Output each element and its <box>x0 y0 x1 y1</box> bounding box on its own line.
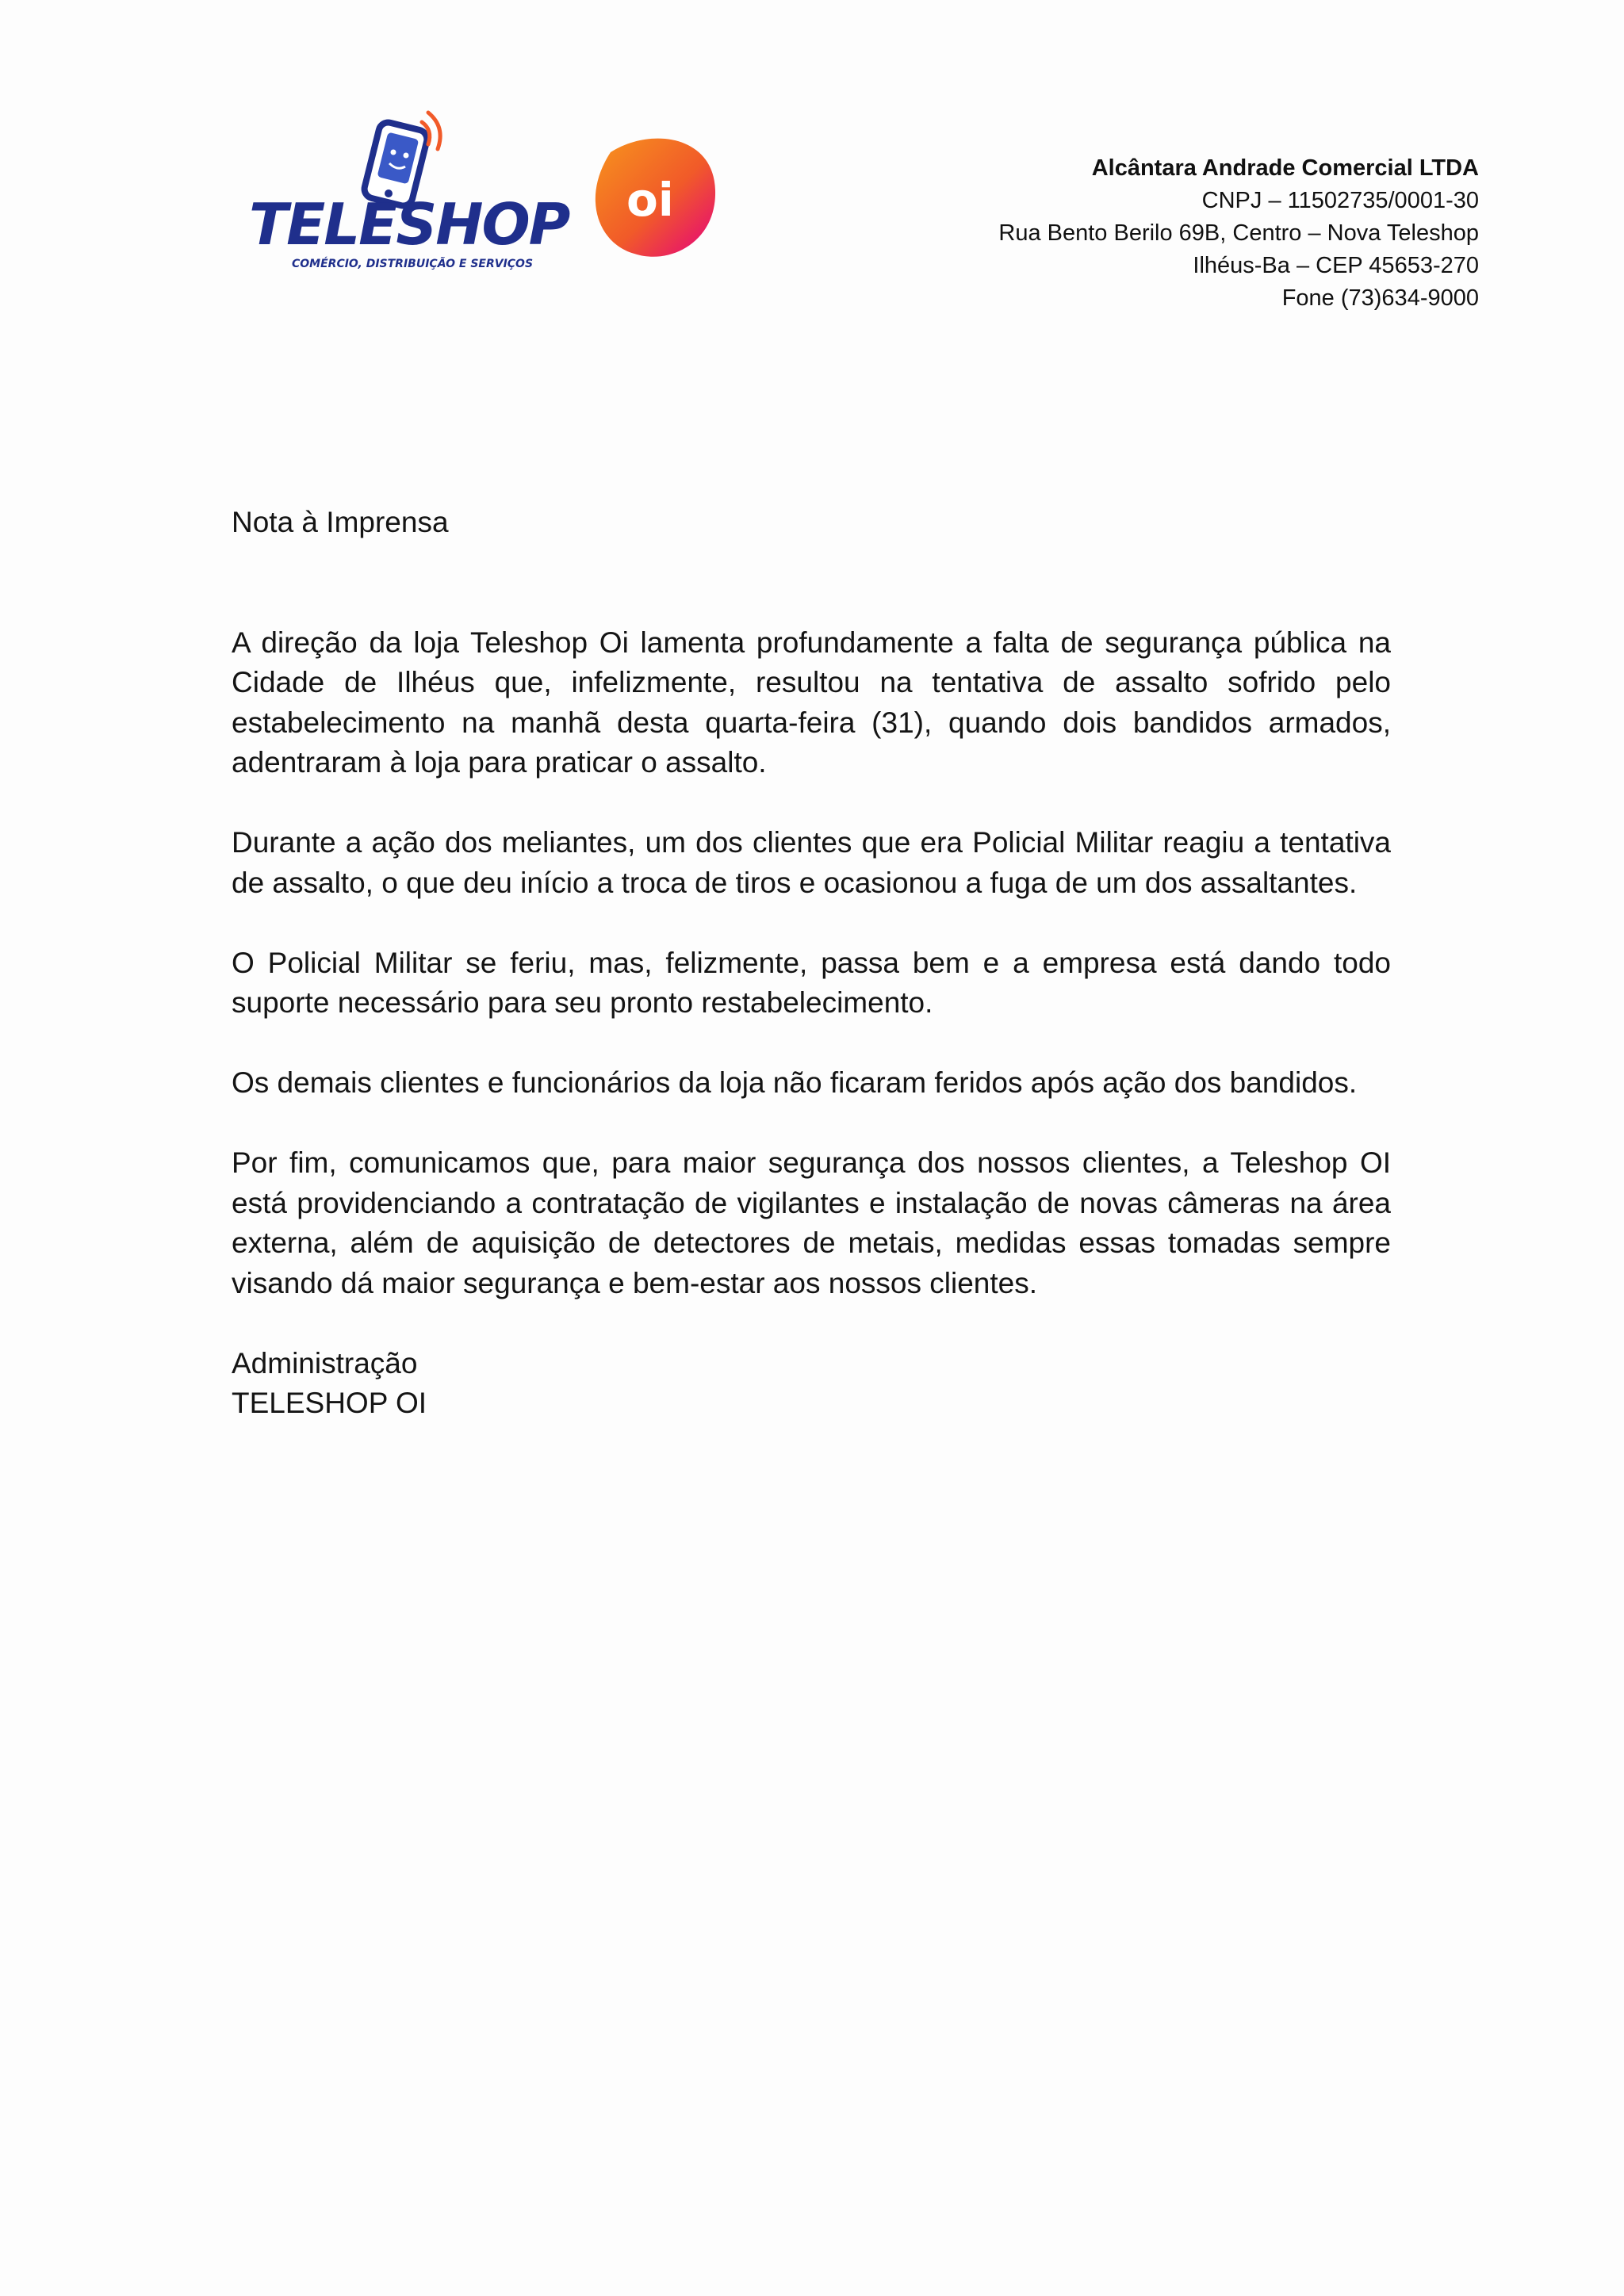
letter-title: Nota à Imprensa <box>232 506 449 538</box>
teleshop-oi-logo <box>238 103 722 285</box>
logo-graphic <box>238 103 722 285</box>
letter-paragraph: O Policial Militar se feriu, mas, felizmente, passa bem e a empresa está dando todo suporte necessário para seu pronto restabelecimento. <box>232 946 1391 1019</box>
letter-paragraph: Durante a ação dos meliantes, um dos clientes que era Policial Militar reagiu a tentativa de assalto, o que deu início a troca de tiros e ocasionou a fuga de um dos assaltantes. <box>232 826 1391 899</box>
signature-department: Administração <box>232 1346 418 1380</box>
company-address: Rua Bento Berilo 69B, Centro – Nova Teleshop <box>998 220 1479 246</box>
logo-brand-text: TELESHOP <box>249 191 569 258</box>
letter-paragraph: Por fim, comunicamos que, para maior segurança dos nossos clientes, a Teleshop OI está providenciando a contratação de vigilantes e instalação de novas câmeras na área externa, além de aquisição de detectores de metais, medidas essas tomadas sempre visando dá maior segurança e bem-estar aos nossos clientes. <box>232 1146 1391 1299</box>
oi-badge-text: oi <box>626 173 674 227</box>
signature-company: TELESHOP OI <box>232 1387 427 1419</box>
company-city: Ilhéus-Ba – CEP 45653-270 <box>1193 253 1479 278</box>
letter-paragraph: A direção da loja Teleshop Oi lamenta profundamente a falta de segurança pública na Cidade de Ilhéus que, infelizmente, resultou na tentativa de assalto sofrido pelo estabelecimento na manhã desta quarta-feira (31), quando dois bandidos armados, adentraram à loja para praticar o assalto. <box>232 626 1391 779</box>
company-name: Alcântara Andrade Comercial LTDA <box>1091 155 1479 181</box>
signature-block <box>232 1344 1391 1424</box>
company-header <box>845 152 1479 315</box>
oi-badge <box>596 139 715 257</box>
company-cnpj: CNPJ – 11502735/0001-30 <box>1201 188 1479 213</box>
letter-paragraph: Os demais clientes e funcionários da loja não ficaram feridos após ação dos bandidos. <box>232 1066 1358 1099</box>
company-phone: Fone (73)634-9000 <box>1281 285 1479 311</box>
letter-body <box>232 503 1391 1424</box>
logo-tagline: COMÉRCIO, DISTRIBUIÇÃO E SERVIÇOS <box>292 258 534 270</box>
